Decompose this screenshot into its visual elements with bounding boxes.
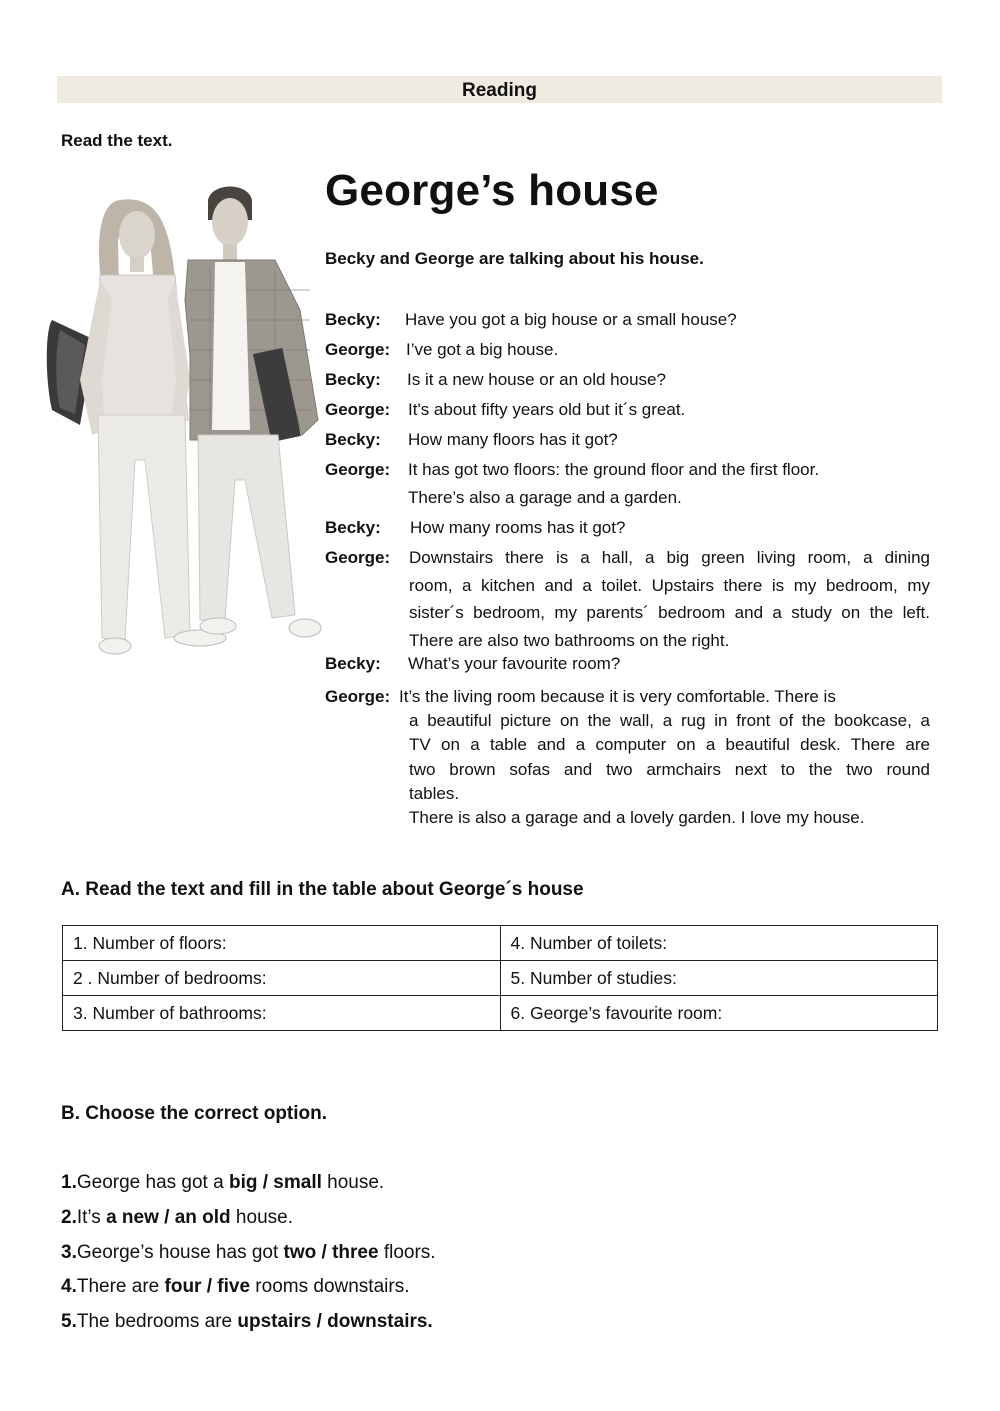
speaker-label: Becky: (325, 518, 381, 537)
table-row (63, 926, 938, 961)
dialogue-line: What’s your favourite room? (408, 654, 621, 673)
question-number: 2. (61, 1207, 77, 1228)
question-text: rooms downstairs. (250, 1276, 410, 1297)
speaker-label: George: (325, 687, 391, 706)
table-row (63, 996, 938, 1031)
speaker-label: Becky: (325, 310, 381, 329)
question-item (61, 1242, 436, 1264)
table-cell[interactable]: 3. Number of bathrooms: (63, 996, 501, 1031)
table-cell[interactable]: 4. Number of toilets: (500, 926, 938, 961)
section-b-heading: B. Choose the correct option. (61, 1103, 328, 1124)
question-number: 4. (61, 1276, 77, 1297)
question-text: It’s (76, 1207, 107, 1228)
dialogue-line: There’s also a garage and a garden. (408, 488, 682, 507)
question-item (61, 1172, 384, 1194)
dialogue-line: sister´s bedroom, my parents´ bedroom and a study on the left. (409, 603, 930, 622)
speaker-label: George: (325, 340, 391, 359)
question-number: 3. (61, 1242, 77, 1263)
option-choice[interactable]: big / small (228, 1172, 322, 1193)
section-banner (57, 76, 942, 103)
question-item (61, 1276, 409, 1298)
question-text: The bedrooms are (76, 1311, 238, 1332)
subtitle: Becky and George are talking about his house. (325, 249, 704, 268)
dialogue-line: two brown sofas and two armchairs next to the two round (409, 760, 930, 779)
question-text: house. (230, 1207, 293, 1228)
dialogue-line: tables. (409, 784, 460, 803)
dialogue-line: It's about fifty years old but it´s great. (408, 400, 686, 419)
fill-in-table (62, 925, 938, 1031)
dialogue-line: There are also two bathrooms on the right. (409, 631, 730, 650)
question-text: There are (76, 1276, 165, 1297)
speaker-label: Becky: (325, 654, 381, 673)
table-cell[interactable]: 5. Number of studies: (500, 961, 938, 996)
speaker-label: George: (325, 548, 391, 567)
table-cell[interactable]: 6. George’s favourite room: (500, 996, 938, 1031)
option-choice[interactable]: four / five (164, 1276, 251, 1297)
banner-title: Reading (462, 80, 537, 101)
table-row (63, 961, 938, 996)
speaker-label: George: (325, 400, 391, 419)
question-item (61, 1311, 433, 1333)
dialogue-line: TV on a table and a computer on a beautiful desk. There are (409, 735, 930, 754)
dialogue-line: How many floors has it got? (408, 430, 618, 449)
dialogue-line: Downstairs there is a hall, a big green living room, a dining (409, 548, 930, 567)
instruction: Read the text. (61, 131, 173, 150)
speaker-label: George: (325, 460, 391, 479)
boy-figure (185, 187, 321, 638)
page-title: George’s house (325, 166, 659, 215)
dialogue-line: I’ve got a big house. (406, 340, 559, 359)
dialogue-line: There is also a garage and a lovely garden. I love my house. (409, 808, 865, 827)
dialogue-line: It’s the living room because it is very comfortable. There is (399, 687, 836, 706)
question-number: 5. (61, 1311, 77, 1332)
dialogue-line: How many rooms has it got? (410, 518, 626, 537)
speaker-label: Becky: (325, 370, 381, 389)
question-text: George’s house has got (76, 1242, 284, 1263)
dialogue-line: a beautiful picture on the wall, a rug in front of the bookcase, a (409, 711, 930, 730)
dialogue-line: Is it a new house or an old house? (407, 370, 666, 389)
option-choice[interactable]: two / three (283, 1242, 379, 1263)
question-item (61, 1207, 293, 1229)
section-a-heading: A. Read the text and fill in the table about George´s house (61, 879, 584, 900)
dialogue-line: Have you got a big house or a small house? (405, 310, 737, 329)
dialogue-line: room, a kitchen and a toilet. Upstairs there is my bedroom, my (409, 576, 930, 595)
option-choice[interactable]: a new / an old (106, 1207, 231, 1228)
option-choice[interactable]: upstairs / downstairs. (237, 1311, 433, 1332)
question-text: house. (321, 1172, 385, 1193)
students-photo (40, 180, 330, 665)
question-text: floors. (378, 1242, 436, 1263)
question-text: George has got a (76, 1172, 229, 1193)
table-cell[interactable]: 1. Number of floors: (63, 926, 501, 961)
speaker-label: Becky: (325, 430, 381, 449)
table-cell[interactable]: 2 . Number of bedrooms: (63, 961, 501, 996)
dialogue-line: It has got two floors: the ground floor and the first floor. (408, 460, 820, 479)
question-number: 1. (61, 1172, 77, 1193)
